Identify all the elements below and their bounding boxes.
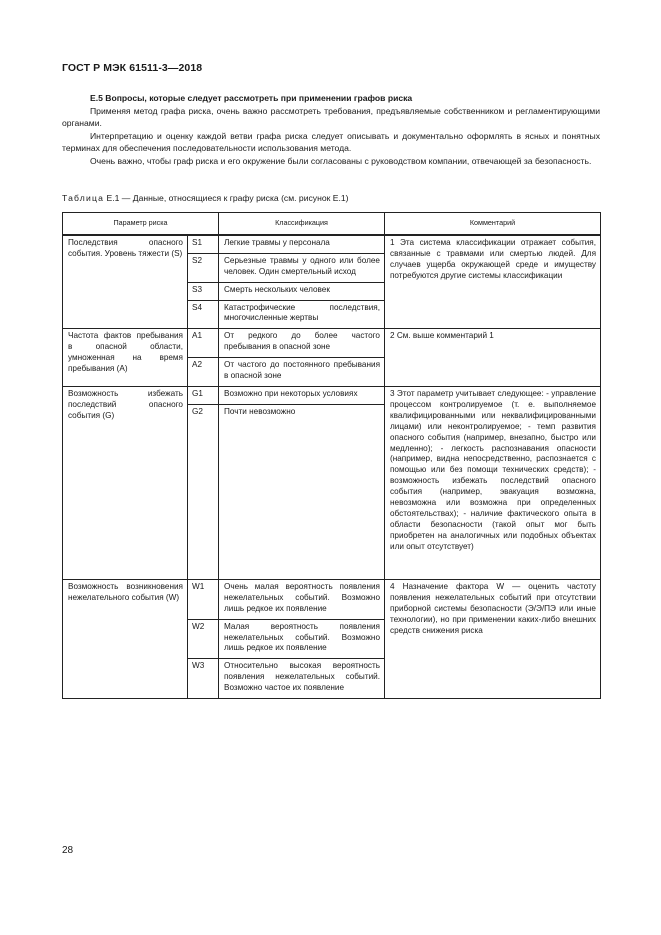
- table-row: [63, 579, 601, 619]
- classification-cell: От редкого до более частого пребывания в опасной зоне: [219, 329, 385, 358]
- comment-cell: 1 Эта система классификации отражает события, связанные с травмами или смертью людей. Для случаев ущерба окружающей среде и имуществу потребуются другие системы классификации: [385, 235, 601, 329]
- code-cell: G2: [188, 404, 219, 579]
- header-risk-parameter: Параметр риска: [63, 213, 219, 235]
- param-cell: Частота фактов пребывания в опасной области, умноженная на время пребывания (А): [63, 329, 188, 387]
- classification-cell: Почти невозможно: [219, 404, 385, 579]
- table-caption-label: Таблица: [62, 193, 105, 203]
- table-row: [63, 329, 601, 358]
- param-cell: Последствия опасного события. Уровень тяжести (S): [63, 235, 188, 329]
- code-cell: G1: [188, 386, 219, 404]
- param-cell: Возможность избежать последствий опасного события (G): [63, 386, 188, 579]
- classification-cell: Очень малая вероятность появления нежелательных событий. Возможно лишь редкое их появление: [219, 579, 385, 619]
- param-cell: Возможность возникновения нежелательного события (W): [63, 579, 188, 698]
- risk-graph-table: [62, 212, 601, 699]
- page-number: 28: [62, 845, 74, 856]
- code-cell: S3: [188, 282, 219, 300]
- classification-cell: Возможно при некоторых условиях: [219, 386, 385, 404]
- code-cell: S1: [188, 235, 219, 253]
- code-cell: W2: [188, 619, 219, 659]
- table-header-row: [63, 213, 601, 235]
- classification-cell: Катастрофические последствия, многочисленные жертвы: [219, 300, 385, 329]
- code-cell: А1: [188, 329, 219, 358]
- code-cell: S2: [188, 253, 219, 282]
- code-cell: А2: [188, 358, 219, 387]
- paragraph-3: Очень важно, чтобы граф риска и его окружение были согласованы с руководством компании, отвечающей за безопасность.: [90, 155, 592, 166]
- classification-cell: Смерть нескольких человек: [219, 282, 385, 300]
- comment-cell: 2 См. выше комментарий 1: [385, 329, 601, 387]
- section-title: Е.5 Вопросы, которые следует рассмотреть при применении графов риска: [90, 93, 413, 103]
- classification-cell: Серьезные травмы у одного или более человек. Один смертельный исход: [219, 253, 385, 282]
- paragraph-2: Интерпретацию и оценку каждой ветви графа риска следует описывать и документально оформлять в ясных и понятных терминах для обеспечения последовательности использования метода.: [62, 130, 600, 154]
- table-row: [63, 235, 601, 253]
- classification-cell: Малая вероятность появления нежелательных событий. Возможно лишь редкое их появление: [219, 619, 385, 659]
- section-e5: [62, 92, 600, 168]
- comment-cell: 3 Этот параметр учитывает следующее: - управление процессом контролируемое (т. е. выполняемое квалифицированными или неквалифицированными лицами) или неконтролируемое; - темп развития опасного события (например, внезапно, быстро или медленно); - легкость распознавания опасности (например, видна непосредственно, распознается с помощью или без помощи технических средств); - возможность избежать последствий опасного события (например, эвакуация возможна, невозможна или возможна при определенных обстоятельствах); - наличие фактического опыта в области безопасности (такой опыт мог быть приобретен на аналогичных или подобных объектах или опыт отсутствует): [385, 386, 601, 579]
- comment-cell: 4 Назначение фактора W — оценить частоту появления нежелательных событий при отсутствии приборной системы безопасности (Э/Э/ПЭ или иные технологии), но при применении каких-либо внешних средств снижения риска: [385, 579, 601, 698]
- header-comment: Комментарий: [385, 213, 601, 235]
- document-code: ГОСТ Р МЭК 61511-3—2018: [62, 62, 203, 74]
- classification-cell: Легкие травмы у персонала: [219, 235, 385, 253]
- code-cell: W3: [188, 659, 219, 699]
- header-classification: Классификация: [219, 213, 385, 235]
- classification-cell: От частого до постоянного пребывания в опасной зоне: [219, 358, 385, 387]
- table-caption: [62, 193, 349, 203]
- table-row: [63, 386, 601, 404]
- code-cell: W1: [188, 579, 219, 619]
- classification-cell: Относительно высокая вероятность появления нежелательных событий. Возможно частое их появление: [219, 659, 385, 699]
- paragraph-1: Применяя метод графа риска, очень важно рассмотреть требования, предъявляемые собственником и регламентирующими органами.: [62, 105, 600, 129]
- code-cell: S4: [188, 300, 219, 329]
- table-caption-text: Е.1 — Данные, относящиеся к графу риска (см. рисунок Е.1): [106, 193, 349, 203]
